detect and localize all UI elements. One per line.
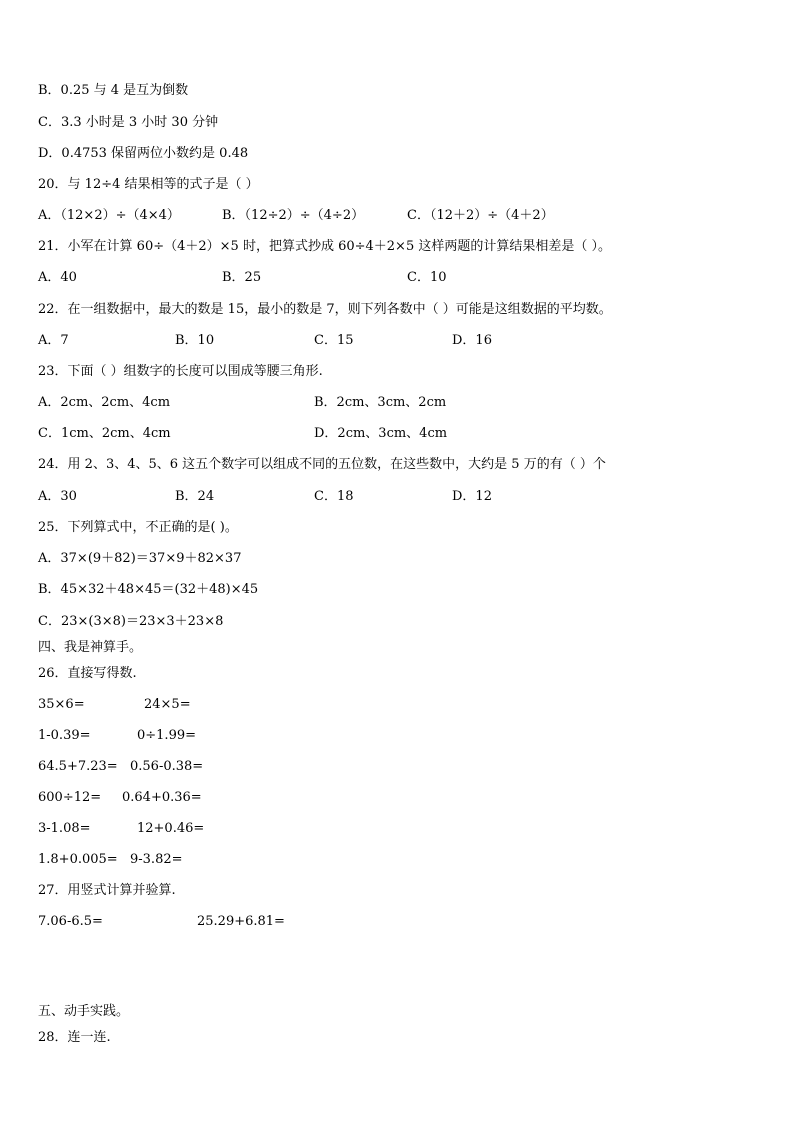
- q26-expr: 0.56-0.38=: [130, 759, 204, 774]
- q26-expr: 3-1.08=: [38, 821, 91, 836]
- section-4-heading: 四、我是神算手。: [38, 640, 143, 655]
- q21-option-a: A．40: [38, 270, 77, 285]
- q26-expr: 24×5=: [144, 697, 191, 712]
- q23-stem: 23．下面（ ）组数字的长度可以围成等腰三角形.: [38, 364, 323, 379]
- section-5-heading: 五、动手实践。: [38, 1004, 130, 1019]
- q24-option-b: B．24: [175, 489, 215, 504]
- q24-option-a: A．30: [38, 489, 77, 504]
- q25-option-c: C．23×(3×8)＝23×3＋23×8: [38, 614, 224, 629]
- q19-option-c: C．3.3 小时是 3 小时 30 分钟: [38, 115, 219, 130]
- q26-expr: 35×6=: [38, 697, 85, 712]
- q21-stem: 21．小军在计算 60÷（4＋2）×5 时，把算式抄成 60÷4＋2×5 这样两题的计算结果相差是（ ）。: [38, 239, 611, 254]
- q21-option-c: C．10: [407, 270, 447, 285]
- q23-option-b: B．2cm、3cm、2cm: [314, 395, 447, 410]
- q26-expr: 1.8+0.005=: [38, 852, 118, 867]
- q26-expr: 600÷12=: [38, 790, 102, 805]
- q22-option-a: A．7: [38, 333, 69, 348]
- q25-option-a: A．37×(9＋82)＝37×9＋82×37: [38, 551, 242, 566]
- q19-option-d: D．0.4753 保留两位小数约是 0.48: [38, 146, 249, 161]
- q23-option-c: C．1cm、2cm、4cm: [38, 426, 171, 441]
- q27-stem: 27．用竖式计算并验算.: [38, 883, 176, 898]
- q27-expr-1: 7.06-6.5=: [38, 914, 103, 929]
- q20-stem: 20．与 12÷4 结果相等的式子是（ ）: [38, 177, 259, 192]
- q22-option-d: D．16: [452, 333, 492, 348]
- q26-expr: 0÷1.99=: [137, 728, 197, 743]
- q19-option-b: B．0.25 与 4 是互为倒数: [38, 83, 189, 98]
- q23-option-d: D．2cm、3cm、4cm: [314, 426, 448, 441]
- q26-expr: 9-3.82=: [130, 852, 183, 867]
- q20-option-c: C．（12＋2）÷（4＋2）: [407, 208, 554, 223]
- q23-option-a: A．2cm、2cm、4cm: [38, 395, 171, 410]
- q24-option-d: D．12: [452, 489, 492, 504]
- q24-stem: 24．用 2、3、4、5、6 这五个数字可以组成不同的五位数，在这些数中，大约是 5 万的有（ ）个: [38, 457, 606, 472]
- q20-option-b: B．（12÷2）÷（4÷2）: [222, 208, 365, 223]
- q24-option-c: C．18: [314, 489, 354, 504]
- q22-option-c: C．15: [314, 333, 354, 348]
- q26-expr: 0.64+0.36=: [122, 790, 202, 805]
- q28-stem: 28．连一连.: [38, 1030, 111, 1045]
- q20-option-a: A．（12×2）÷（4×4）: [38, 208, 180, 223]
- q26-stem: 26．直接写得数.: [38, 666, 137, 681]
- q26-expr: 12+0.46=: [137, 821, 205, 836]
- q21-option-b: B．25: [222, 270, 262, 285]
- q26-expr: 1-0.39=: [38, 728, 91, 743]
- q26-expr: 64.5+7.23=: [38, 759, 118, 774]
- q27-expr-2: 25.29+6.81=: [197, 914, 285, 929]
- q25-option-b: B．45×32＋48×45＝(32＋48)×45: [38, 582, 259, 597]
- q22-option-b: B．10: [175, 333, 215, 348]
- q25-stem: 25．下列算式中，不正确的是( )。: [38, 520, 238, 535]
- q22-stem: 22．在一组数据中，最大的数是 15，最小的数是 7，则下列各数中（ ）可能是这组数据的平均数。: [38, 302, 612, 317]
